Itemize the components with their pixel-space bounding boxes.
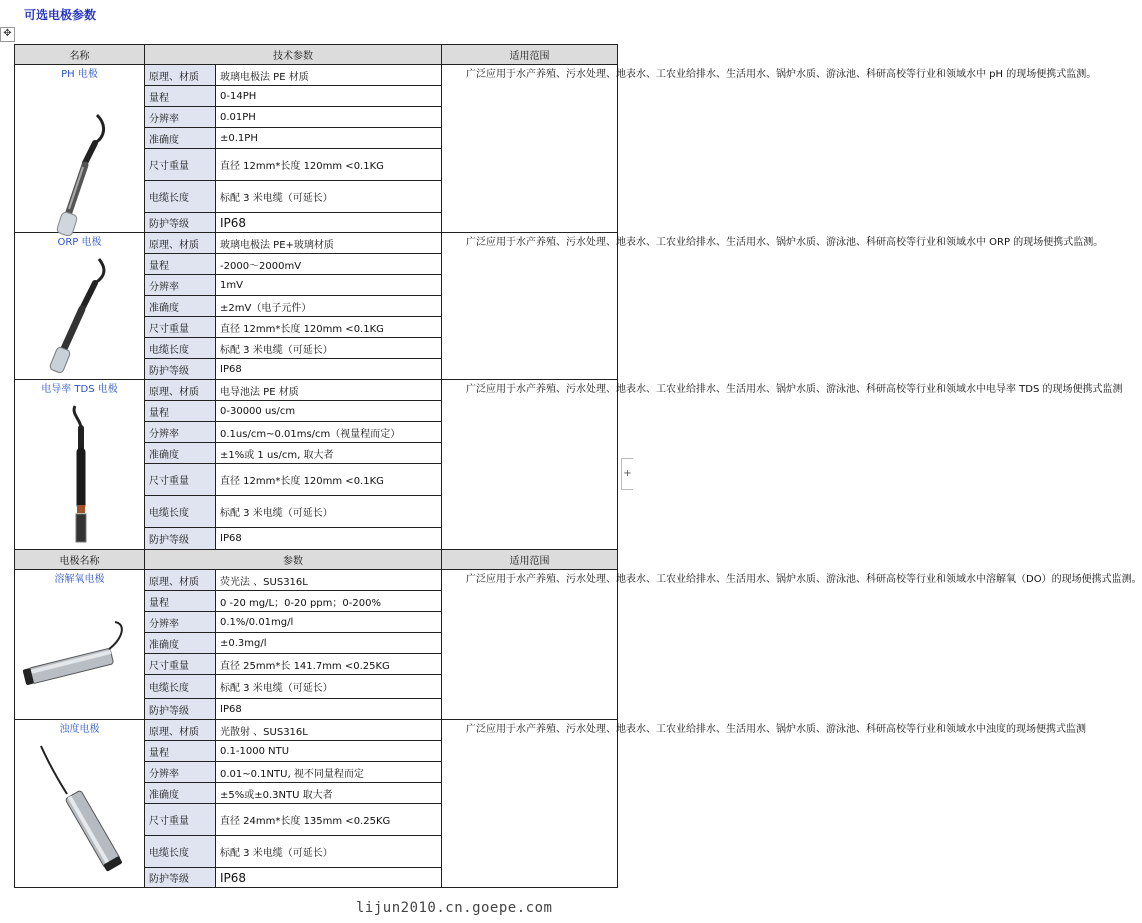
param-value: ±1%或 1 us/cm, 取大者 <box>216 443 442 464</box>
range-cell <box>442 65 1097 233</box>
header-name: 名称 <box>15 45 145 65</box>
param-value: 直径 25mm*长 141.7mm <0.25KG <box>216 654 442 675</box>
param-label: 量程 <box>145 741 216 762</box>
param-value: ±0.3mg/l <box>216 633 442 654</box>
page-title: 可选电极参数 <box>24 8 97 22</box>
param-value: 直径 12mm*长度 120mm <0.1KG <box>216 317 442 338</box>
param-label: 量程 <box>145 591 216 612</box>
turbidity-electrode-image <box>15 720 137 885</box>
param-label: 原理、材质 <box>145 65 216 86</box>
param-value: 玻璃电极法 PE 材质 <box>216 65 442 86</box>
param-label: 电缆长度 <box>145 836 216 868</box>
electrode-cell-orp <box>15 233 145 380</box>
param-label: 电缆长度 <box>145 675 216 699</box>
electrode-name: PH 电极 <box>61 69 98 80</box>
param-value: 光散射 、SUS316L <box>216 720 442 741</box>
param-value: 0.01~0.1NTU, 视不同量程而定 <box>216 762 442 783</box>
param-value: IP68 <box>216 528 442 550</box>
param-label: 防护等级 <box>145 699 216 720</box>
table-row <box>15 233 618 254</box>
param-value: 0.1-1000 NTU <box>216 741 442 762</box>
range-text: 广泛应用于水产养殖、污水处理、地表水、工农业给排水、生活用水、锅炉水质、游泳池、科研高校等行业和领域水中浊度的现场便携式监测 <box>466 724 1086 735</box>
param-label: 尺寸重量 <box>145 804 216 836</box>
param-label: 量程 <box>145 86 216 107</box>
electrode-name: 溶解氧电极 <box>54 574 105 585</box>
param-value: ±0.1PH <box>216 128 442 149</box>
do-electrode-image <box>15 570 137 720</box>
param-label: 分辨率 <box>145 762 216 783</box>
param-value: 直径 12mm*长度 120mm <0.1KG <box>216 464 442 496</box>
param-label: 分辨率 <box>145 612 216 633</box>
orp-electrode-image <box>15 233 137 388</box>
param-label: 量程 <box>145 254 216 275</box>
param-label: 电缆长度 <box>145 181 216 213</box>
param-label: 防护等级 <box>145 359 216 380</box>
param-label: 准确度 <box>145 633 216 654</box>
param-value: IP68 <box>216 359 442 380</box>
electrode-name: 浊度电极 <box>59 724 100 735</box>
param-value: 0-30000 us/cm <box>216 401 442 422</box>
table-row <box>15 720 618 741</box>
param-value: 0.1us/cm~0.01ms/cm（视量程而定） <box>216 422 442 443</box>
tds-electrode-image <box>15 380 137 552</box>
param-value: 直径 24mm*长度 135mm <0.25KG <box>216 804 442 836</box>
table-header-row <box>15 45 618 65</box>
param-label: 量程 <box>145 401 216 422</box>
insert-column-handle-icon[interactable]: + <box>621 458 633 490</box>
header-name: 电极名称 <box>15 550 145 570</box>
param-value: 0.01PH <box>216 107 442 128</box>
param-value: 0 -20 mg/L；0-20 ppm；0-200% <box>216 591 442 612</box>
param-label: 准确度 <box>145 296 216 317</box>
ph-electrode-image <box>15 65 137 240</box>
header-params: 参数 <box>145 550 442 570</box>
table-header-row <box>15 550 618 570</box>
param-label: 原理、材质 <box>145 380 216 401</box>
header-params: 技术参数 <box>145 45 442 65</box>
param-value: 1mV <box>216 275 442 296</box>
range-cell <box>442 720 1086 888</box>
table-row <box>15 570 618 591</box>
param-label: 原理、材质 <box>145 720 216 741</box>
param-label: 分辨率 <box>145 107 216 128</box>
table-row <box>15 65 618 86</box>
param-value: ±2mV（电子元件） <box>216 296 442 317</box>
param-value: 标配 3 米电缆（可延长） <box>216 675 442 699</box>
param-label: 原理、材质 <box>145 233 216 254</box>
param-value: -2000～2000mV <box>216 254 442 275</box>
param-label: 准确度 <box>145 443 216 464</box>
param-label: 防护等级 <box>145 213 216 233</box>
param-value: IP68 <box>216 699 442 720</box>
electrode-name: 电导率 TDS 电极 <box>41 384 118 395</box>
range-text: 广泛应用于水产养殖、污水处理、地表水、工农业给排水、生活用水、锅炉水质、游泳池、科研高校等行业和领域水中 ORP 的现场便携式监测。 <box>466 237 1104 248</box>
electrode-cell-ph <box>15 65 145 233</box>
param-label: 电缆长度 <box>145 338 216 359</box>
param-label: 尺寸重量 <box>145 464 216 496</box>
param-value: 0.1%/0.01mg/l <box>216 612 442 633</box>
range-text: 广泛应用于水产养殖、污水处理、地表水、工农业给排水、生活用水、锅炉水质、游泳池、科研高校等行业和领域水中电导率 TDS 的现场便携式监测 <box>466 384 1123 395</box>
range-text: 广泛应用于水产养殖、污水处理、地表水、工农业给排水、生活用水、锅炉水质、游泳池、科研高校等行业和领域水中 pH 的现场便携式监测。 <box>466 69 1097 80</box>
param-label: 防护等级 <box>145 868 216 888</box>
param-label: 尺寸重量 <box>145 654 216 675</box>
range-cell <box>442 570 1142 720</box>
electrode-cell-turbidity <box>15 720 145 888</box>
param-label: 原理、材质 <box>145 570 216 591</box>
param-label: 电缆长度 <box>145 496 216 528</box>
param-label: 防护等级 <box>145 528 216 550</box>
param-value: IP68 <box>216 213 442 233</box>
header-range: 适用范围 <box>442 45 618 65</box>
param-value: 0-14PH <box>216 86 442 107</box>
electrode-spec-table <box>14 44 1142 888</box>
param-value: 标配 3 米电缆（可延长） <box>216 836 442 868</box>
electrode-name: ORP 电极 <box>57 237 102 248</box>
param-value: IP68 <box>216 868 442 888</box>
param-label: 分辨率 <box>145 275 216 296</box>
param-value: 玻璃电极法 PE+玻璃材质 <box>216 233 442 254</box>
header-range: 适用范围 <box>442 550 618 570</box>
param-label: 准确度 <box>145 128 216 149</box>
table-move-handle-icon[interactable]: ✥ <box>0 27 15 42</box>
param-value: 标配 3 米电缆（可延长） <box>216 181 442 213</box>
electrode-cell-tds <box>15 380 145 550</box>
watermark: lijun2010.cn.goepe.com <box>356 900 553 916</box>
param-label: 准确度 <box>145 783 216 804</box>
param-value: 标配 3 米电缆（可延长） <box>216 338 442 359</box>
param-label: 尺寸重量 <box>145 149 216 181</box>
param-value: 标配 3 米电缆（可延长） <box>216 496 442 528</box>
param-label: 分辨率 <box>145 422 216 443</box>
range-cell <box>442 233 1104 380</box>
param-value: ±5%或±0.3NTU 取大者 <box>216 783 442 804</box>
param-value: 电导池法 PE 材质 <box>216 380 442 401</box>
range-text: 广泛应用于水产养殖、污水处理、地表水、工农业给排水、生活用水、锅炉水质、游泳池、科研高校等行业和领域水中溶解氧（DO）的现场便携式监测。 <box>466 574 1142 585</box>
table-row <box>15 380 618 401</box>
param-label: 尺寸重量 <box>145 317 216 338</box>
electrode-cell-do <box>15 570 145 720</box>
param-value: 荧光法 、SUS316L <box>216 570 442 591</box>
param-value: 直径 12mm*长度 120mm <0.1KG <box>216 149 442 181</box>
range-cell <box>442 380 1123 550</box>
